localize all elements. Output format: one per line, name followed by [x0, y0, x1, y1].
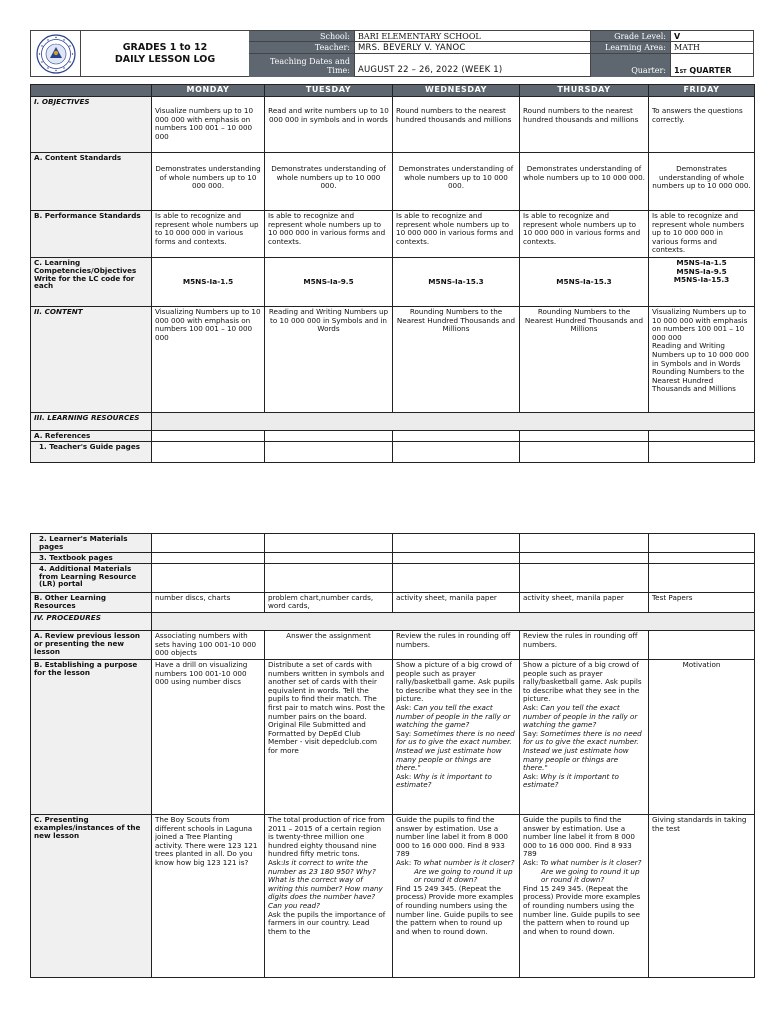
lesson-log-table-part2	[30, 533, 755, 978]
cell-wed	[393, 431, 520, 442]
cell-wed: Round numbers to the nearest hundred thousands and millions	[393, 97, 520, 153]
row-label: A. Review previous lesson or presenting the new lesson	[31, 630, 152, 659]
school-value: BARI ELEMENTARY SCHOOL	[355, 31, 591, 42]
title-line-1: GRADES 1 to 12	[122, 42, 208, 53]
cell-tue	[265, 431, 393, 442]
cell-wed: M5NS-Ia-15.3	[393, 258, 520, 307]
cell-thu	[520, 431, 649, 442]
cell-tue: M5NS-Ia-9.5	[265, 258, 393, 307]
row-procedures	[31, 612, 755, 630]
cell-mon: number discs, charts	[152, 592, 265, 612]
cell-wed: Is able to recognize and represent whole numbers up to 10 000 000 in various forms and contexts.	[393, 211, 520, 258]
row-content	[31, 307, 755, 413]
cell-fri	[649, 630, 755, 659]
grade-level-value: V	[671, 31, 754, 42]
cell-fri	[649, 534, 755, 553]
learning-area-value: MATH	[671, 42, 754, 54]
cell-mon: M5NS-Ia-1.5	[152, 258, 265, 307]
cell-wed	[393, 553, 520, 564]
cell-thu: Show a picture of a big crowd of people such as prayer rally/basketball game. Ask pupils to describe what they see in the picture. Ask: Can you tell the exact number of people in the rally or watching the game? Say: Sometimes there is no need for us to give the exact number. Instead we just estimate how many people or things are there." Ask: Why is it important to estimate?	[520, 659, 649, 814]
cell-fri: Demonstrates understanding of whole numbers up to 10 000 000.	[649, 153, 755, 211]
row-label: 3. Textbook pages	[31, 553, 152, 564]
cell-fri	[649, 563, 755, 592]
row-label: C. Presenting examples/instances of the new lesson	[31, 814, 152, 977]
row-purpose	[31, 659, 755, 814]
row-references	[31, 431, 755, 442]
row-performance-standards	[31, 211, 755, 258]
row-label: III. LEARNING RESOURCES	[31, 413, 152, 431]
day-header-tuesday: TUESDAY	[265, 85, 393, 97]
row-label: II. CONTENT	[31, 307, 152, 413]
cell-fri: M5NS-Ia-1.5 M5NS-Ia-9.5 M5NS-Ia-15.3	[649, 258, 755, 307]
cell-wed	[393, 442, 520, 463]
cell-wed: Demonstrates understanding of whole numbers up to 10 000 000.	[393, 153, 520, 211]
cell-thu: activity sheet, manila paper	[520, 592, 649, 612]
row-label: I. OBJECTIVES	[31, 97, 152, 153]
day-header-thursday: THURSDAY	[520, 85, 649, 97]
cell-tue: Answer the assignment	[265, 630, 393, 659]
cell-tue	[265, 563, 393, 592]
cell-thu	[520, 534, 649, 553]
cell-mon	[152, 442, 265, 463]
cell-mon	[152, 431, 265, 442]
quarter-label: Quarter:	[591, 54, 671, 77]
row-label: 2. Learner's Materials pages	[31, 534, 152, 553]
teacher-value: MRS. BEVERLY V. YANOC	[355, 42, 591, 54]
cell-tue: Read and write numbers up to 10 000 000 in symbols and in words	[265, 97, 393, 153]
cell-mon	[152, 563, 265, 592]
seal-emblem-icon	[36, 34, 76, 74]
cell-tue: Demonstrates understanding of whole numbers up to 10 000 000.	[265, 153, 393, 211]
cell-tue: Reading and Writing Numbers up to 10 000 000 in Symbols and in Words	[265, 307, 393, 413]
header-info-grid	[249, 31, 754, 77]
cell-fri: Visualizing Numbers up to 10 000 000 with emphasis on numbers 100 001 – 10 000 000 Reading and Writing Numbers up to 10 000 000 in Symbols and in Words Rounding Numbers to the Nearest Hundred Thousands and Millions	[649, 307, 755, 413]
cell-thu: Rounding Numbers to the Nearest Hundred Thousands and Millions	[520, 307, 649, 413]
row-review	[31, 630, 755, 659]
quarter-value: 1 ST QUARTER	[674, 66, 732, 75]
title-line-2: DAILY LESSON LOG	[114, 54, 216, 65]
row-teachers-guide	[31, 442, 755, 463]
teaching-dates-label: Teaching Dates and Time:	[249, 54, 355, 77]
deped-seal-icon	[31, 31, 81, 77]
day-header-monday: MONDAY	[152, 85, 265, 97]
row-objectives	[31, 97, 755, 153]
row-other-resources	[31, 592, 755, 612]
row-textbook	[31, 553, 755, 564]
cell-wed: activity sheet, manila paper	[393, 592, 520, 612]
row-label: 1. Teacher's Guide pages	[31, 442, 152, 463]
row-label: IV. PROCEDURES	[31, 612, 152, 630]
row-label: B. Other Learning Resources	[31, 592, 152, 612]
cell-thu: Round numbers to the nearest hundred thousands and millions	[520, 97, 649, 153]
cell-mon: Have a drill on visualizing numbers 100 001-10 000 000 using number discs	[152, 659, 265, 814]
cell-wed: Review the rules in rounding off numbers.	[393, 630, 520, 659]
teacher-label: Teacher:	[249, 42, 355, 54]
cell-tue	[265, 442, 393, 463]
cell-fri: Is able to recognize and represent whole numbers up to 10 000 000 in various forms and contexts.	[649, 211, 755, 258]
cell-fri: Giving standards in taking the test	[649, 814, 755, 977]
school-label: School:	[249, 31, 355, 42]
cell-thu	[520, 553, 649, 564]
cell-mon: Associating numbers with sets having 100 001-10 000 000 objects	[152, 630, 265, 659]
cell-mon: Visualizing Numbers up to 10 000 000 with emphasis on numbers 100 001 – 10 000 000	[152, 307, 265, 413]
row-content-standards	[31, 153, 755, 211]
day-header-friday: FRIDAY	[649, 85, 755, 97]
cell-mon: Is able to recognize and represent whole numbers up to 10 000 000 in various forms and contexts.	[152, 211, 265, 258]
cell-wed: Rounding Numbers to the Nearest Hundred Thousands and Millions	[393, 307, 520, 413]
cell-fri	[649, 553, 755, 564]
row-label: 4. Additional Materials from Learning Resource (LR) portal	[31, 563, 152, 592]
cell-wed: Show a picture of a big crowd of people such as prayer rally/basketball game. Ask pupils to describe what they see in the picture. Ask: Can you tell the exact number of people in the rally or watching the game? Say: Sometimes there is no need for us to give the exact number. Instead we just estimate how many people or things are there." Ask: Why is it important to estimate?	[393, 659, 520, 814]
cell-thu	[520, 442, 649, 463]
cell-tue: The total production of rice from 2011 – 2015 of a certain region is twenty-three million one hundred eighty thousand nine hundred fifty metric tons. Ask:Is it correct to write the number as 23 180 950? Why? What is the correct way of writing this number? How many digits does the number have? Can you read? Ask the pupils the importance of farmers in our country. Lead them to the	[265, 814, 393, 977]
cell-wed: Guide the pupils to find the answer by estimation. Use a number line label it from 8 000 000 to 16 000 000. Find 8 933 789 Ask: To what number is it closer? Are we going to round it up or round it down? Find 15 249 345. (Repeat the process) Provide more examples of rounding numbers using the number line. Guide pupils to see the pattern when to round up and when to round down.	[393, 814, 520, 977]
cell-tue: Is able to recognize and represent whole numbers up to 10 000 000 in various forms and contexts.	[265, 211, 393, 258]
cell-tue	[265, 553, 393, 564]
cell-merged	[152, 612, 755, 630]
cell-thu	[520, 563, 649, 592]
cell-fri: Motivation	[649, 659, 755, 814]
cell-thu: Demonstrates understanding of whole numbers up to 10 000 000.	[520, 153, 649, 211]
cell-wed	[393, 563, 520, 592]
row-learning-competencies	[31, 258, 755, 307]
row-label: B. Performance Standards	[31, 211, 152, 258]
cell-fri	[649, 431, 755, 442]
cell-mon: Visualize numbers up to 10 000 000 with emphasis on numbers 100 001 – 10 000 000	[152, 97, 265, 153]
row-label: A. References	[31, 431, 152, 442]
row-label: C. Learning Competencies/Objectives Write for the LC code for each	[31, 258, 152, 307]
grade-level-label: Grade Level:	[591, 31, 671, 42]
cell-thu: M5NS-Ia-15.3	[520, 258, 649, 307]
cell-tue: Distribute a set of cards with numbers written in symbols and another set of cards with their equivalent in words. Tell the pupils to find their match. The first pair to match wins. Post the number pairs on the board. Original File Submitted and Formatted by DepEd Club Member - visit depedclub.com for more	[265, 659, 393, 814]
cell-mon	[152, 534, 265, 553]
cell-tue	[265, 534, 393, 553]
cell-merged	[152, 413, 755, 431]
row-learning-resources	[31, 413, 755, 431]
cell-wed	[393, 534, 520, 553]
row-presenting-examples	[31, 814, 755, 977]
cell-fri: Test Papers	[649, 592, 755, 612]
corner-header	[31, 85, 152, 97]
header	[30, 30, 754, 77]
cell-fri: To answers the questions correctly.	[649, 97, 755, 153]
cell-mon: The Boy Scouts from different schools in Laguna joined a Tree Planting activity. There were 123 121 trees planted in all. Do you know how big 123 121 is?	[152, 814, 265, 977]
cell-mon	[152, 553, 265, 564]
cell-thu: Review the rules in rounding off numbers.	[520, 630, 649, 659]
cell-fri	[649, 442, 755, 463]
row-learners-materials	[31, 534, 755, 553]
cell-thu: Is able to recognize and represent whole numbers up to 10 000 000 in various forms and contexts.	[520, 211, 649, 258]
cell-tue: problem chart,number cards, word cards,	[265, 592, 393, 612]
teaching-dates-value: AUGUST 22 – 26, 2022 (WEEK 1)	[355, 54, 591, 77]
row-label: B. Establishing a purpose for the lesson	[31, 659, 152, 814]
document-title	[81, 31, 249, 77]
row-label: A. Content Standards	[31, 153, 152, 211]
lesson-log-table-part1	[30, 84, 755, 463]
day-header-wednesday: WEDNESDAY	[393, 85, 520, 97]
cell-mon: Demonstrates understanding of whole numbers up to 10 000 000.	[152, 153, 265, 211]
cell-thu: Guide the pupils to find the answer by estimation. Use a number line label it from 8 000 000 to 16 000 000. Find 8 933 789 Ask: To what number is it closer? Are we going to round it up or round it down? Find 15 249 345. (Repeat the process) Provide more examples of rounding numbers using the number line. Guide pupils to see the pattern when to round up and when to round down.	[520, 814, 649, 977]
row-additional-materials	[31, 563, 755, 592]
learning-area-label: Learning Area:	[591, 42, 671, 54]
